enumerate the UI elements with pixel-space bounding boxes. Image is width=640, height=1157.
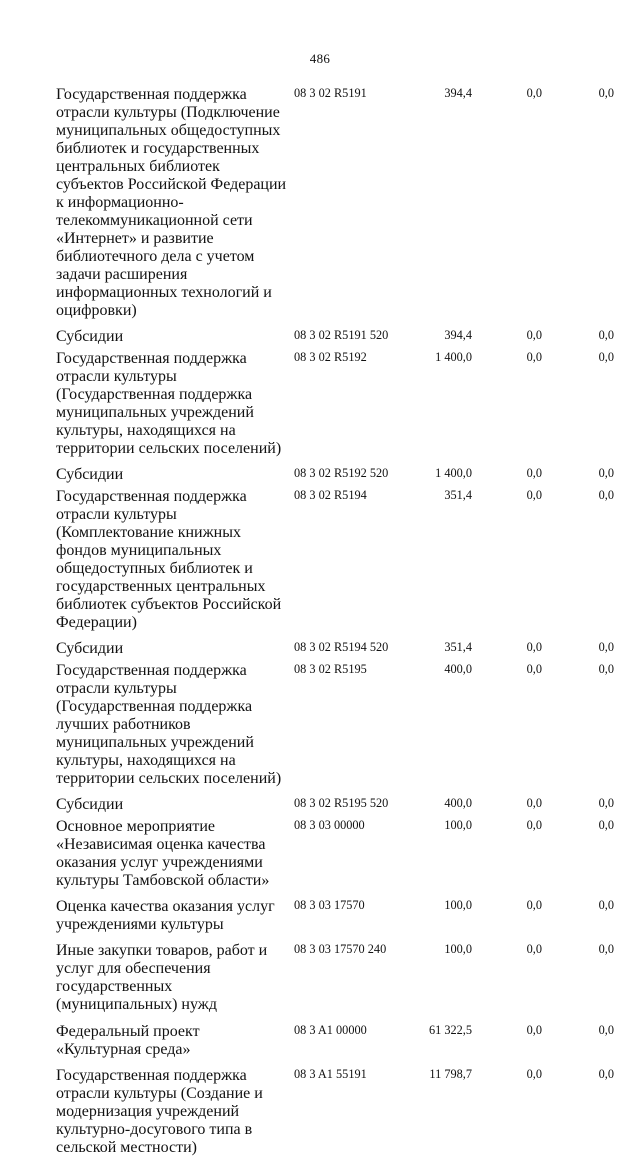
row-value-3: 0,0 — [598, 488, 614, 502]
row-amount: 400,0 — [444, 662, 472, 676]
table-row — [0, 1023, 640, 1059]
row-code: 08 3 02 R5194 520 — [294, 640, 389, 654]
row-name: Государственная поддержка отрасли культуры (Подключение муниципальных общедоступных библиотек и государственных центральных библиотек субъектов Российской Федерации к информационно-телекоммуникационной сети «Интернет» и развитие библиотечного дела с учетом задачи расширения информационных технологий и оцифровки) — [56, 86, 287, 319]
row-code: 08 3 03 17570 240 — [294, 942, 387, 956]
row-code: 08 3 02 R5191 520 — [294, 328, 389, 342]
budget-table — [0, 86, 640, 1157]
row-code: 08 3 03 00000 — [294, 818, 365, 832]
table-row — [0, 796, 640, 814]
row-amount: 100,0 — [444, 818, 472, 832]
row-code: 08 3 03 17570 — [294, 898, 365, 912]
table-row — [0, 662, 640, 788]
row-value-3: 0,0 — [598, 86, 614, 100]
row-name: Основное мероприятие «Независимая оценка качества оказания услуг учреждениями культуры Тамбовской области» — [56, 818, 270, 889]
row-amount: 11 798,7 — [429, 1067, 472, 1081]
row-amount: 1 400,0 — [435, 466, 472, 480]
row-value-2: 0,0 — [526, 662, 542, 676]
row-value-3: 0,0 — [598, 796, 614, 810]
row-amount: 100,0 — [444, 898, 472, 912]
row-code: 08 3 A1 55191 — [294, 1067, 367, 1081]
row-value-3: 0,0 — [598, 328, 614, 342]
row-value-3: 0,0 — [598, 942, 614, 956]
row-amount: 1 400,0 — [435, 350, 472, 364]
row-code: 08 3 02 R5194 — [294, 488, 367, 502]
row-name: Государственная поддержка отрасли культуры (Государственная поддержка муниципальных учреждений культуры, находящихся на территории сельских поселений) — [56, 350, 282, 457]
page-number: 486 — [309, 51, 331, 66]
row-value-2: 0,0 — [526, 466, 542, 480]
row-code: 08 3 02 R5191 — [294, 86, 367, 100]
row-amount: 100,0 — [444, 942, 472, 956]
row-value-3: 0,0 — [598, 466, 614, 480]
table-row — [0, 350, 640, 458]
table-row — [0, 1067, 640, 1157]
table-row — [0, 488, 640, 632]
row-value-2: 0,0 — [526, 1067, 542, 1081]
row-value-2: 0,0 — [526, 86, 542, 100]
row-amount: 61 322,5 — [428, 1023, 472, 1037]
row-amount: 394,4 — [444, 86, 472, 100]
row-name: Государственная поддержка отрасли культуры (Комплектование книжных фондов муниципальных общедоступных библиотек и государственных центральных библиотек субъектов Российской Федерации) — [56, 488, 282, 631]
row-value-2: 0,0 — [526, 898, 542, 912]
row-amount: 351,4 — [444, 640, 472, 654]
row-code: 08 3 A1 00000 — [294, 1023, 367, 1037]
row-amount: 351,4 — [444, 488, 472, 502]
row-code: 08 3 02 R5195 — [294, 662, 367, 676]
row-value-3: 0,0 — [598, 1067, 614, 1081]
row-value-3: 0,0 — [598, 898, 614, 912]
row-value-2: 0,0 — [526, 328, 542, 342]
row-code: 08 3 02 R5192 — [294, 350, 367, 364]
row-code: 08 3 02 R5195 520 — [294, 796, 389, 810]
row-name: Иные закупки товаров, работ и услуг для обеспечения государственных (муниципальных) нужд — [56, 942, 268, 1013]
row-name: Оценка качества оказания услуг учреждениями культуры — [56, 898, 275, 933]
row-amount: 400,0 — [444, 796, 472, 810]
table-row — [0, 466, 640, 484]
row-name: Субсидии — [56, 466, 124, 483]
row-value-3: 0,0 — [598, 662, 614, 676]
row-name: Субсидии — [56, 796, 124, 813]
row-value-2: 0,0 — [526, 818, 542, 832]
row-value-2: 0,0 — [526, 1023, 542, 1037]
row-value-3: 0,0 — [598, 1023, 614, 1037]
table-row — [0, 818, 640, 890]
table-row — [0, 898, 640, 934]
row-amount: 394,4 — [444, 328, 472, 342]
row-value-3: 0,0 — [598, 350, 614, 364]
row-name: Государственная поддержка отрасли культуры (Государственная поддержка лучших работников муниципальных учреждений культуры, находящихся на территории сельских поселений) — [56, 662, 282, 787]
row-value-3: 0,0 — [598, 640, 614, 654]
row-value-3: 0,0 — [598, 818, 614, 832]
row-name: Субсидии — [56, 328, 124, 345]
table-row — [0, 640, 640, 658]
row-name: Государственная поддержка отрасли культуры (Создание и модернизация учреждений культурно-досугового типа в сельской местности) — [56, 1067, 263, 1156]
table-row — [0, 328, 640, 346]
row-code: 08 3 02 R5192 520 — [294, 466, 389, 480]
row-value-2: 0,0 — [526, 796, 542, 810]
row-value-2: 0,0 — [526, 640, 542, 654]
row-value-2: 0,0 — [526, 488, 542, 502]
row-name: Федеральный проект «Культурная среда» — [56, 1023, 200, 1058]
row-value-2: 0,0 — [526, 350, 542, 364]
table-row — [0, 942, 640, 1014]
table-row — [0, 86, 640, 320]
row-name: Субсидии — [56, 640, 124, 657]
row-value-2: 0,0 — [526, 942, 542, 956]
